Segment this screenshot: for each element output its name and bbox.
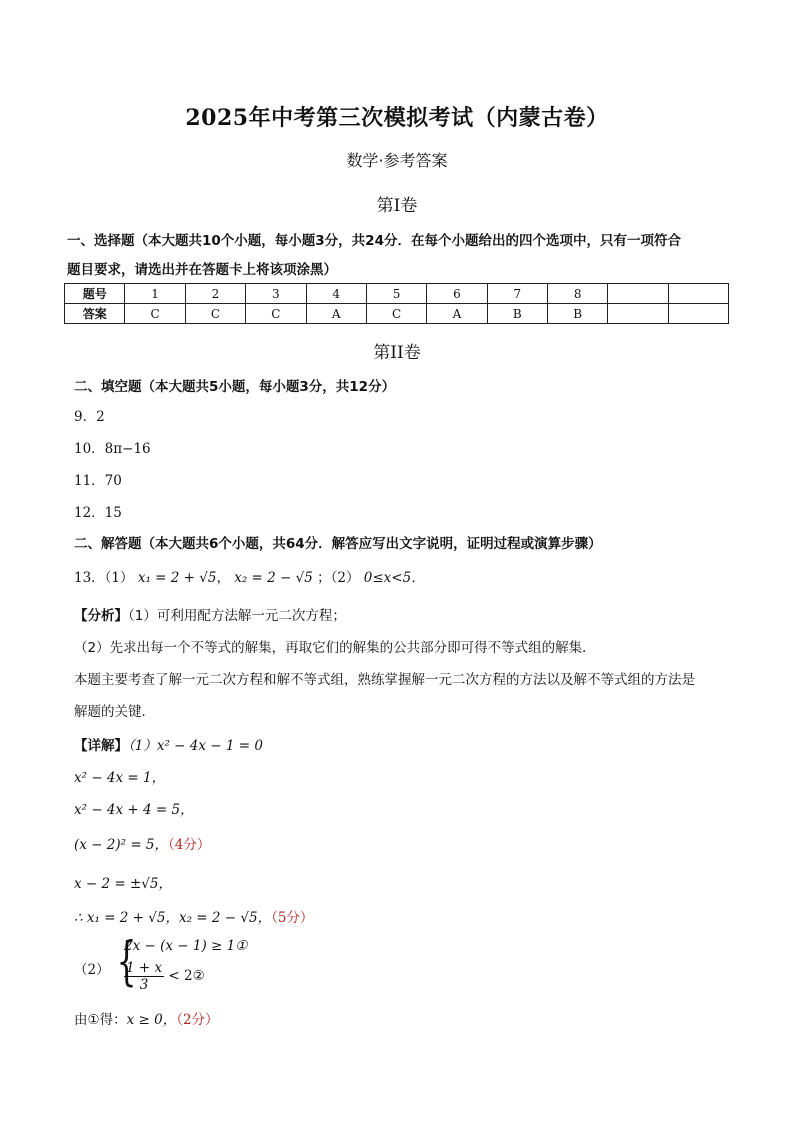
analysis-label: 【分析】 <box>74 608 128 624</box>
table-cell: 6 <box>427 284 487 304</box>
page-title: 2025年中考第三次模拟考试（内蒙古卷） <box>185 105 609 131</box>
answer-table <box>64 283 729 324</box>
table-cell: 8 <box>548 284 608 304</box>
table-row-numbers <box>65 284 729 304</box>
detail-label: 【详解】 <box>74 738 128 754</box>
volume-one-heading: 第Ⅰ卷 <box>376 196 418 216</box>
table-cell: 2 <box>185 284 245 304</box>
result-line <box>74 1008 219 1028</box>
table-cell: B <box>548 304 608 324</box>
detail-step1: x² − 4x = 1， <box>74 770 166 786</box>
detail-step2: x² − 4x + 4 = 5， <box>74 802 194 818</box>
table-cell: C <box>185 304 245 324</box>
table-cell: C <box>366 304 426 324</box>
table-cell: B <box>487 304 547 324</box>
q13-part2-answer: 0≤x<5． <box>363 570 425 586</box>
volume-two-heading: 第II卷 <box>373 343 421 363</box>
page-subtitle: 数学·参考答案 <box>346 151 448 170</box>
table-cell <box>608 304 668 324</box>
detail-step3 <box>74 833 210 853</box>
table-row-answers <box>65 304 729 324</box>
table-cell <box>608 284 668 304</box>
analysis-line3: 本题主要考查了解一元二次方程和解不等式组，熟练掌握解一元二次方程的方法以及解不等式组的方法是 <box>74 672 695 688</box>
inequality-2-rest: < 2② <box>168 968 205 984</box>
q13-root1: x₁ = 2 + √5 <box>137 570 217 586</box>
section1-heading-line2: 题目要求，请选出并在答题卡上将该项涂黑） <box>67 262 337 278</box>
table-cell: 1 <box>125 284 185 304</box>
section2-heading: 二、填空题（本大题共5小题，每小题3分，共12分） <box>74 379 396 395</box>
table-cell: 4 <box>306 284 366 304</box>
q13-root2: x₂ = 2 − √5 <box>234 570 313 586</box>
section1-heading-line1: 一、选择题（本大题共10个小题，每小题3分，共24分．在每个小题给出的四个选项中，只有一项符合 <box>67 233 681 249</box>
table-cell: A <box>427 304 487 324</box>
step5-score: （5分） <box>271 910 314 926</box>
result-value: x ≥ 0， <box>126 1012 177 1028</box>
table-cell <box>668 284 728 304</box>
detail-step5 <box>74 906 313 926</box>
table-cell <box>668 304 728 324</box>
table-header-answer: 答案 <box>65 304 125 324</box>
table-cell: C <box>125 304 185 324</box>
table-cell: 7 <box>487 284 547 304</box>
inequality-1: 2x − (x − 1) ≥ 1① <box>124 938 248 954</box>
table-header-number: 题号 <box>65 284 125 304</box>
step5-roots: ∴ x₁ = 2 + √5，x₂ = 2 − √5， <box>74 910 272 926</box>
answer-q9: 9．2 <box>74 409 105 425</box>
detail-equation: （1）x² − 4x − 1 = 0 <box>128 738 263 754</box>
answer-q12: 12．15 <box>74 505 122 521</box>
part2-label: （2） <box>74 962 110 978</box>
inequality-2 <box>124 960 205 993</box>
section3-heading: 二、解答题（本大题共6个小题，共64分．解答应写出文字说明，证明过程或演算步骤） <box>74 536 602 552</box>
detail-line1 <box>74 734 263 754</box>
table-cell: A <box>306 304 366 324</box>
analysis-line2: （2）先求出每一个不等式的解集，再取它们的解集的公共部分即可得不等式组的解集． <box>74 640 596 656</box>
fraction-numerator: 1 + x <box>126 960 163 976</box>
step3-score: （4分） <box>168 837 211 853</box>
analysis-line4: 解题的关键． <box>74 704 155 720</box>
inequality-2-fraction <box>124 960 164 993</box>
q13-prefix: 13．（1） <box>74 570 134 586</box>
answer-q13: 13．（1） x₁ = 2 + √5， x₂ = 2 − √5 ；（2） 0≤x<5． <box>74 570 425 586</box>
table-cell: C <box>246 304 306 324</box>
detail-step4: x − 2 = ±√5， <box>74 876 172 892</box>
fraction-denominator: 3 <box>139 977 149 993</box>
analysis-line1 <box>74 604 346 624</box>
result-prefix: 由①得： <box>74 1012 127 1028</box>
step3-equation: (x − 2)² = 5， <box>74 837 169 853</box>
brace-icon: { <box>116 932 137 992</box>
q13-mid: ；（2） <box>317 570 360 586</box>
analysis-text1: （1）可利用配方法解一元二次方程； <box>128 608 346 624</box>
table-cell: 5 <box>366 284 426 304</box>
answer-q11: 11．70 <box>74 473 122 489</box>
result-score: （2分） <box>176 1012 219 1028</box>
answer-q10: 10．8π−16 <box>74 441 151 457</box>
table-cell: 3 <box>246 284 306 304</box>
